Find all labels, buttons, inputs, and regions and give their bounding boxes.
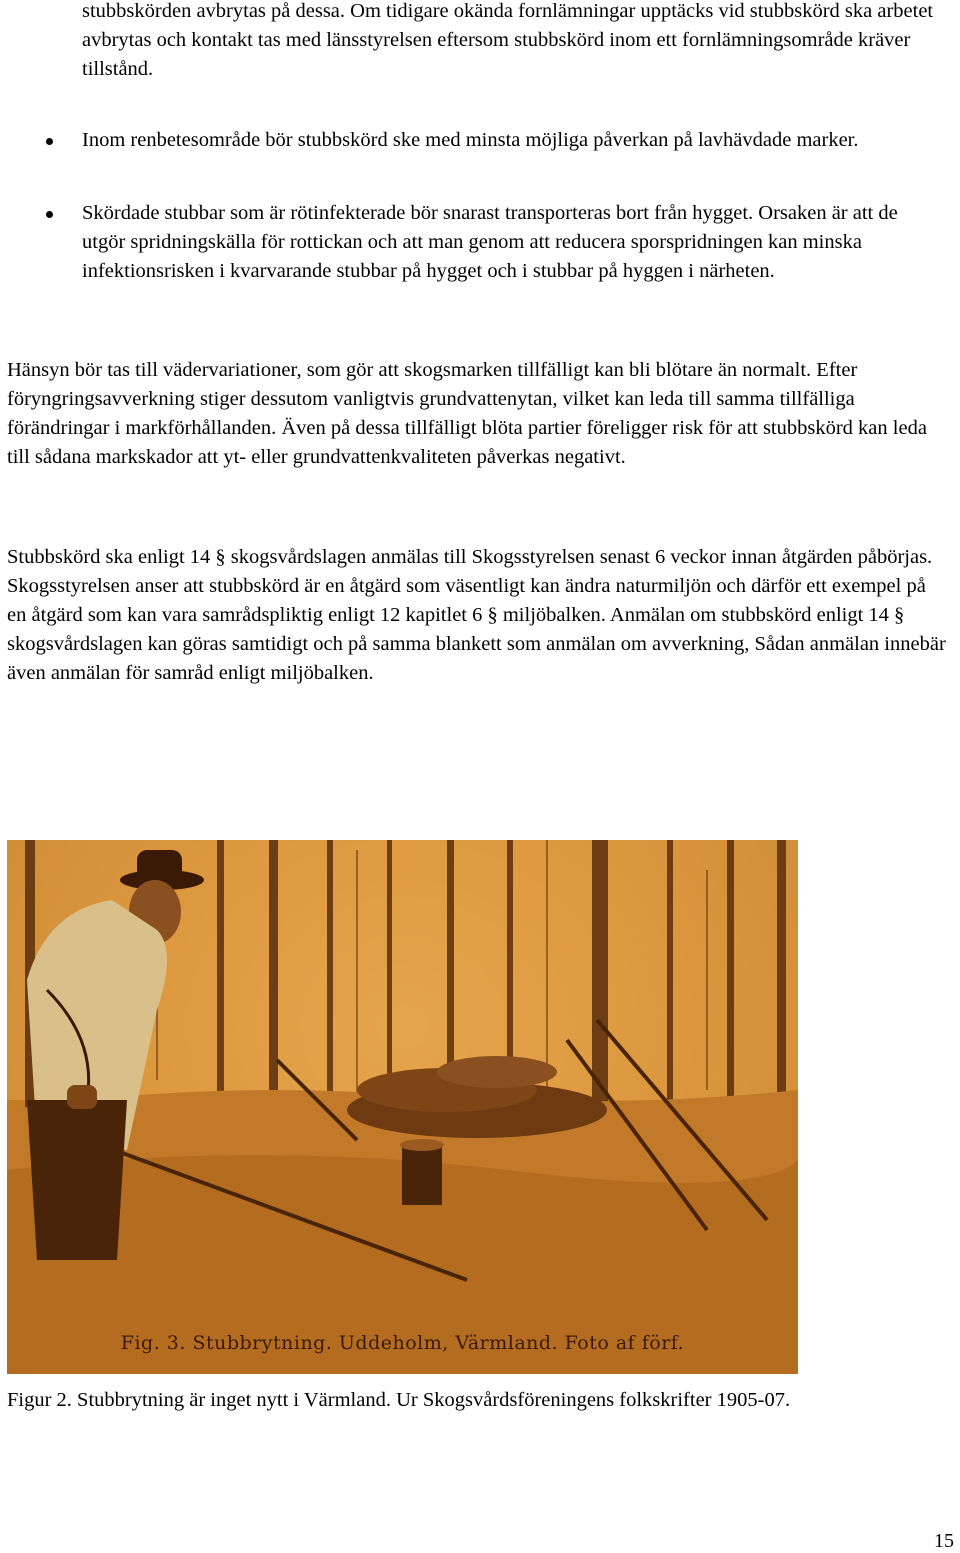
historical-photo (7, 840, 798, 1374)
photo-illustration (7, 840, 798, 1374)
bullet-item-renbete (82, 126, 942, 155)
bullet-icon (46, 211, 53, 218)
photo-caption: Fig. 3. Stubbrytning. Uddeholm, Värmland. Foto af förf. (120, 1332, 685, 1354)
bullet-icon (46, 138, 53, 145)
figure-caption: Figur 2. Stubbrytning är inget nytt i Värmland. Ur Skogsvårdsföreningens folkskrifter 1905-07. (7, 1389, 791, 1411)
bullet-text: Inom renbetesområde bör stubbskörd ske med minsta möjliga påverkan på lavhävdade marker. (82, 129, 859, 151)
intro-continuation: stubbskörden avbrytas på dessa. Om tidigare okända fornlämningar upptäcks vid stubbskörd ska arbetet avbrytas och kontakt tas med länsstyrelsen eftersom stubbskörd inom ett fornlämningsområde kräver tillstånd. (82, 0, 934, 80)
paragraph-anmalan: Stubbskörd ska enligt 14 § skogsvårdslagen anmälas till Skogsstyrelsen senast 6 veckor innan åtgärden påbörjas. Skogsstyrelsen anser att stubbskörd är en åtgärd som väsentligt kan ändra naturmiljön och därför ett exempel på en åtgärd som kan vara samrådspliktig enligt 12 kapitlet 6 § miljöbalken. Anmälan om stubbskörd enligt 14 § skogsvårdslagen kan göras samtidigt och på samma blankett som anmälan om avverkning, Sådan anmälan innebär även anmälan för samråd enligt miljöbalken. (7, 546, 946, 684)
bullet-item-rotinfekterade (82, 199, 942, 286)
bullet-text: Skördade stubbar som är rötinfekterade bör snarast transporteras bort från hygget. Orsaken är att de utgör spridningskälla för rottickan och att man genom att reducera sporspridningen kan minska infektionsrisken i kvarvarande stubbar på hygget och i stubbar på hyggen i närheten. (82, 202, 898, 282)
paragraph-hansyn: Hänsyn bör tas till vädervariationer, som gör att skogsmarken tillfälligt kan bli blötare än normalt. Efter föryngringsavverkning stiger dessutom vanligtvis grundvattenytan, vilket kan leda till samma tillfälliga förändringar i markförhållanden. Även på dessa tillfälligt blöta partier föreligger risk för att stubbskörd kan leda till sådana markskador att yt- eller grundvattenkvaliteten påverkas negativt. (7, 359, 927, 468)
page-number: 15 (934, 1530, 954, 1552)
